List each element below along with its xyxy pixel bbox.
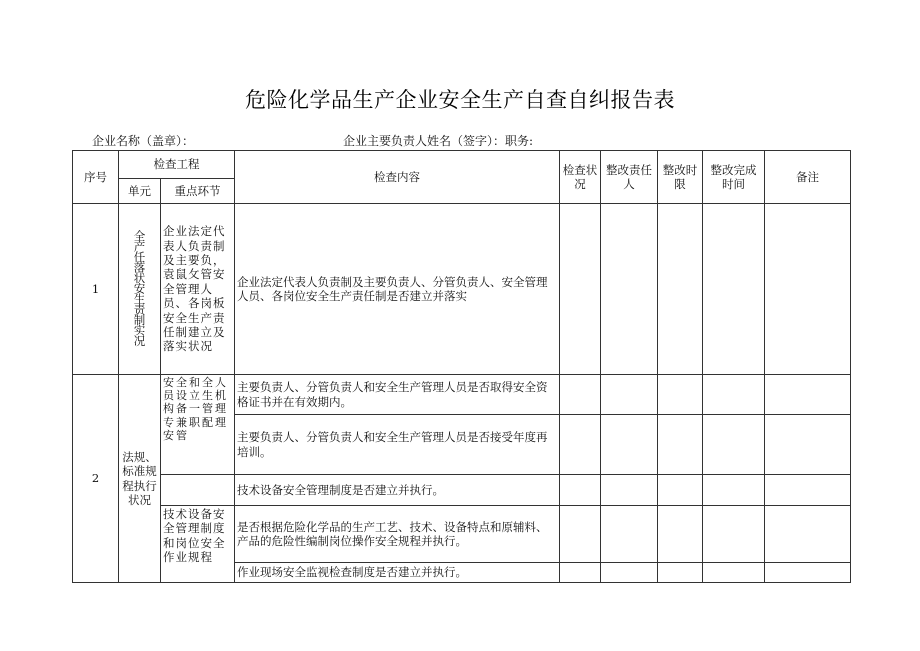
row2b-deadline[interactable]: [658, 415, 703, 475]
row2-key-empty: [161, 475, 235, 506]
header-seq: 序号: [73, 151, 119, 204]
header-remark: 备注: [765, 151, 851, 204]
header-content: 检查内容: [235, 151, 560, 204]
report-title: 危险化学品生产企业安全生产自查自纠报告表: [245, 88, 675, 112]
company-name-label: 企业名称（盖章）：: [92, 134, 195, 148]
row2c-responsible[interactable]: [601, 475, 658, 506]
row2a-remark[interactable]: [765, 375, 851, 415]
row1-seq: 1: [73, 204, 119, 375]
row2d-deadline[interactable]: [658, 506, 703, 563]
row1-remark[interactable]: [765, 204, 851, 375]
row2-unit: 法规、标准规程执行状况: [119, 375, 161, 583]
row2b-remark[interactable]: [765, 415, 851, 475]
header-unit: 单元: [119, 179, 161, 204]
row2-key1: 安全和全人员设立生机构备一管理专兼职配理安管: [161, 375, 235, 475]
row2a-completion[interactable]: [703, 375, 765, 415]
row1-unit: 全产任落状安生责制实况: [132, 229, 147, 346]
row2-key2: 技术设备安全管理制度和岗位安全作业规程: [161, 506, 235, 583]
row2-content1: 主要负责人、分管负责人和安全生产管理人员是否取得安全资格证书并在有效期内。: [235, 375, 560, 415]
row2d-responsible[interactable]: [601, 506, 658, 563]
row2-content2: 主要负责人、分管负责人和安全生产管理人员是否接受年度再培训。: [235, 415, 560, 475]
header-status: 检查状况: [560, 151, 601, 204]
row1-content: 企业法定代表人负责制及主要负责人、分管负责人、安全管理人员、各岗位安全生产责任制是否建立并落实: [235, 204, 560, 375]
principal-signature-label: 企业主要负责人姓名（签字）：职务:: [343, 134, 534, 148]
row2b-completion[interactable]: [703, 415, 765, 475]
row2-seq: 2: [73, 375, 119, 583]
row2d-remark[interactable]: [765, 506, 851, 563]
header-deadline: 整改时限: [658, 151, 703, 204]
row2e-completion[interactable]: [703, 563, 765, 583]
row2e-remark[interactable]: [765, 563, 851, 583]
inspection-table: [72, 150, 851, 583]
row2a-status[interactable]: [560, 375, 601, 415]
row2-content4: 是否根据危险化学品的生产工艺、技术、设备特点和原辅料、产品的危险性编制岗位操作安全规程并执行。: [235, 506, 560, 563]
row2e-deadline[interactable]: [658, 563, 703, 583]
row2d-completion[interactable]: [703, 506, 765, 563]
row2e-responsible[interactable]: [601, 563, 658, 583]
row2b-status[interactable]: [560, 415, 601, 475]
header-responsible: 整改责任人: [601, 151, 658, 204]
row2-content5: 作业现场安全监视检查制度是否建立并执行。: [235, 563, 560, 583]
row2b-responsible[interactable]: [601, 415, 658, 475]
row1-unit-cell: [119, 204, 161, 375]
row1-status[interactable]: [560, 204, 601, 375]
row1-responsible[interactable]: [601, 204, 658, 375]
row2d-status[interactable]: [560, 506, 601, 563]
row2c-completion[interactable]: [703, 475, 765, 506]
row2e-status[interactable]: [560, 563, 601, 583]
row1-deadline[interactable]: [658, 204, 703, 375]
header-project: 检查工程: [119, 151, 235, 179]
header-completion: 整改完成时间: [703, 151, 765, 204]
row2c-status[interactable]: [560, 475, 601, 506]
row2c-deadline[interactable]: [658, 475, 703, 506]
row2-content3: 技术设备安全管理制度是否建立并执行。: [235, 475, 560, 506]
row2a-responsible[interactable]: [601, 375, 658, 415]
row2c-remark[interactable]: [765, 475, 851, 506]
header-key: 重点环节: [161, 179, 235, 204]
row1-key: 企业法定代表人负责制及主要负，袁鼠攵管安全管理人员、各岗板安全生产责任制建立及落实状况: [161, 204, 235, 375]
row1-completion[interactable]: [703, 204, 765, 375]
row2a-deadline[interactable]: [658, 375, 703, 415]
